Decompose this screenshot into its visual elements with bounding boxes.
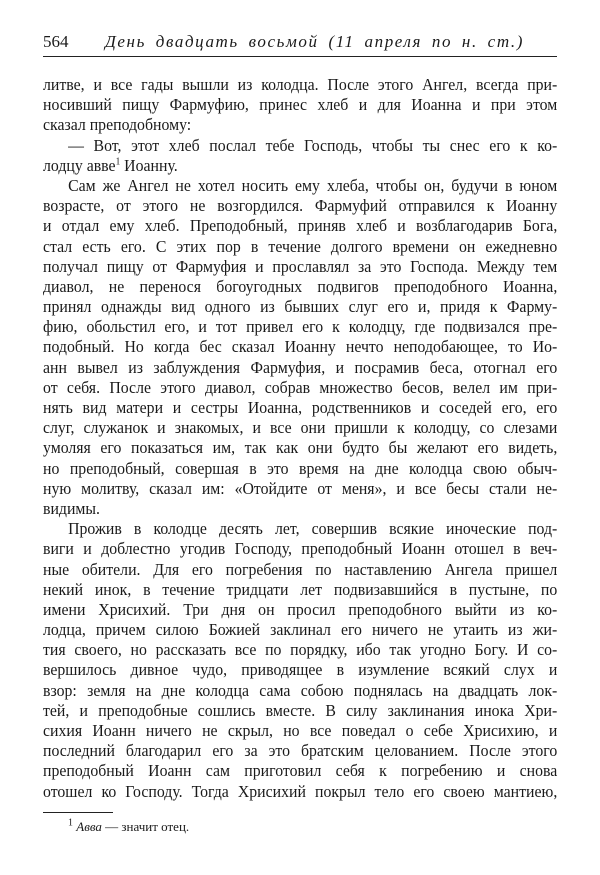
text-line	[43, 640, 557, 660]
line-text: тия своего, но рассказать все по порядку, ибо так угодно Богу. И со-	[43, 640, 558, 660]
line-text: и отдал ему хлеб. Преподобный, приняв хлеб и возблагодарив Бога,	[43, 216, 558, 236]
line-text: носивший пищу Фармуфию, принес хлеб и для Иоанна и при этом	[43, 95, 558, 115]
line-text: получал пищу от Фармуфия и прославлял за это Господа. Между тем	[43, 256, 558, 276]
line-text: сказал преподобному:	[43, 115, 192, 135]
text-line	[43, 499, 557, 519]
line-text: но преподобный, совершая в это время на дне колодца свою обыч-	[43, 458, 558, 478]
text-line	[43, 95, 557, 115]
text-line	[43, 741, 557, 761]
footnote-text: — значит отец.	[101, 819, 190, 834]
line-text: отошел ко Господу. Тогда Хрисихий покрыл тело его своею мантиею,	[43, 781, 558, 801]
text-line	[43, 519, 557, 539]
line-text: виги и доблестно угодив Господу, преподобный Иоанн отошел в веч-	[43, 539, 558, 559]
text-line	[43, 75, 557, 95]
text-line	[43, 580, 557, 600]
line-text: возрасте, от этого не возгордился. Фармуфий отправился к Иоанну	[43, 196, 558, 216]
text-line	[43, 358, 557, 378]
text-line	[43, 620, 557, 640]
text-line	[43, 176, 557, 196]
line-text: вершилось дивное чудо, приводящее в изумление всякий слух и	[43, 660, 558, 680]
text-line	[43, 721, 557, 741]
footnote-reference: 1	[115, 156, 121, 168]
text-line	[43, 115, 557, 135]
text-line	[43, 600, 557, 620]
line-text: преподобный Иоанн сам приготовил себя к погребению и снова	[43, 761, 558, 781]
line-text: слуг, служанок и знакомых, и все они пришли к колодцу, со слезами	[43, 418, 558, 438]
footnote-mark: 1	[68, 817, 73, 829]
text-line	[43, 398, 557, 418]
text-line	[43, 560, 557, 580]
line-text: умоляя его показаться им, так как они будто бы желают его видеть,	[43, 438, 558, 458]
line-text: Иоанну.	[120, 155, 178, 175]
line-text: подобный. Но когда бес сказал Иоанну нечто неподобающее, то Ио-	[43, 337, 558, 357]
line-text: — Вот, этот хлеб послал тебе Господь, чтобы ты снес его к ко-	[68, 135, 558, 155]
text-line	[43, 761, 557, 781]
line-text: некий инок, в течение тридцати лет подвизавшийся в пустыне, по	[43, 579, 558, 599]
line-text: нять вид матери и сестры Иоанна, родственников и соседей его, его	[43, 398, 558, 417]
text-line	[43, 660, 557, 680]
running-header	[43, 30, 557, 57]
line-text: взор: земля на дне колодца сама собою поднялась на двадцать лок-	[43, 680, 558, 700]
body-text	[43, 75, 557, 802]
text-line	[43, 539, 557, 559]
line-text: тей, и преподобные сошлись вместе. В силу заклинания инока Хри-	[43, 700, 558, 720]
line-text: Сам же Ангел не хотел носить ему хлеба, чтобы он, будучи в юном	[68, 175, 558, 195]
line-text: фию, обольстил его, и тот привел его к колодцу, где подвизался пре-	[43, 317, 558, 337]
text-line	[43, 196, 557, 216]
line-text: имени Хрисихий. Три дня он просил преподобного выйти из ко-	[43, 599, 558, 619]
footnote	[68, 819, 189, 835]
line-text: принял однажды вид одного из бывших слуг его и, придя к Фарму-	[43, 297, 558, 317]
text-line	[43, 216, 557, 236]
text-line	[43, 237, 557, 257]
line-text: видимы.	[43, 498, 101, 518]
line-text: ные обители. Для его погребения по наставлению Ангела пришел	[43, 559, 558, 579]
running-title: День двадцать восьмой (11 апреля по н. ст.)	[105, 32, 525, 51]
text-line	[43, 297, 557, 317]
line-text: лодца, причем силою Божией заклинал его ничего не утаить из жи-	[43, 620, 558, 640]
text-line	[43, 136, 557, 156]
page-number: 564	[43, 32, 69, 51]
text-line	[43, 701, 557, 721]
text-line	[43, 277, 557, 297]
line-text: анн вывел из заблуждения Фармуфия, и посрамив беса, отогнал его	[43, 357, 558, 377]
text-line	[43, 156, 557, 176]
line-text: диавол, не перенося богоугодных подвигов преподобного Иоанна,	[43, 276, 558, 296]
line-text: Прожив в колодце десять лет, совершив всякие иноческие под-	[68, 519, 558, 539]
line-text: от себя. После этого диавол, собрав множество бесов, велел им при-	[43, 377, 558, 397]
line-text: сихия Иоанн ничего не скрыл, но все поведал о себе Хрисихию, и	[43, 721, 558, 740]
footnote-term: Авва	[76, 819, 102, 834]
text-line	[43, 479, 557, 499]
footnote-divider	[43, 812, 113, 813]
text-line	[43, 257, 557, 277]
text-line	[43, 681, 557, 701]
text-line	[43, 782, 557, 802]
line-text: последний благодарил его за это братским целованием. После этого	[43, 741, 558, 761]
line-text: лодцу авве	[43, 155, 116, 175]
text-line	[43, 438, 557, 458]
text-line	[43, 418, 557, 438]
text-line	[43, 459, 557, 479]
text-line	[43, 378, 557, 398]
line-text: ную молитву, сказал им: «Отойдите от меня», и все бесы стали не-	[43, 478, 558, 498]
text-line	[43, 337, 557, 357]
line-text: стал есть его. С этих пор в течение долгого времени он ежедневно	[43, 236, 558, 256]
line-text: литве, и все гады вышли из колодца. После этого Ангел, всегда при-	[43, 75, 558, 94]
text-line	[43, 317, 557, 337]
